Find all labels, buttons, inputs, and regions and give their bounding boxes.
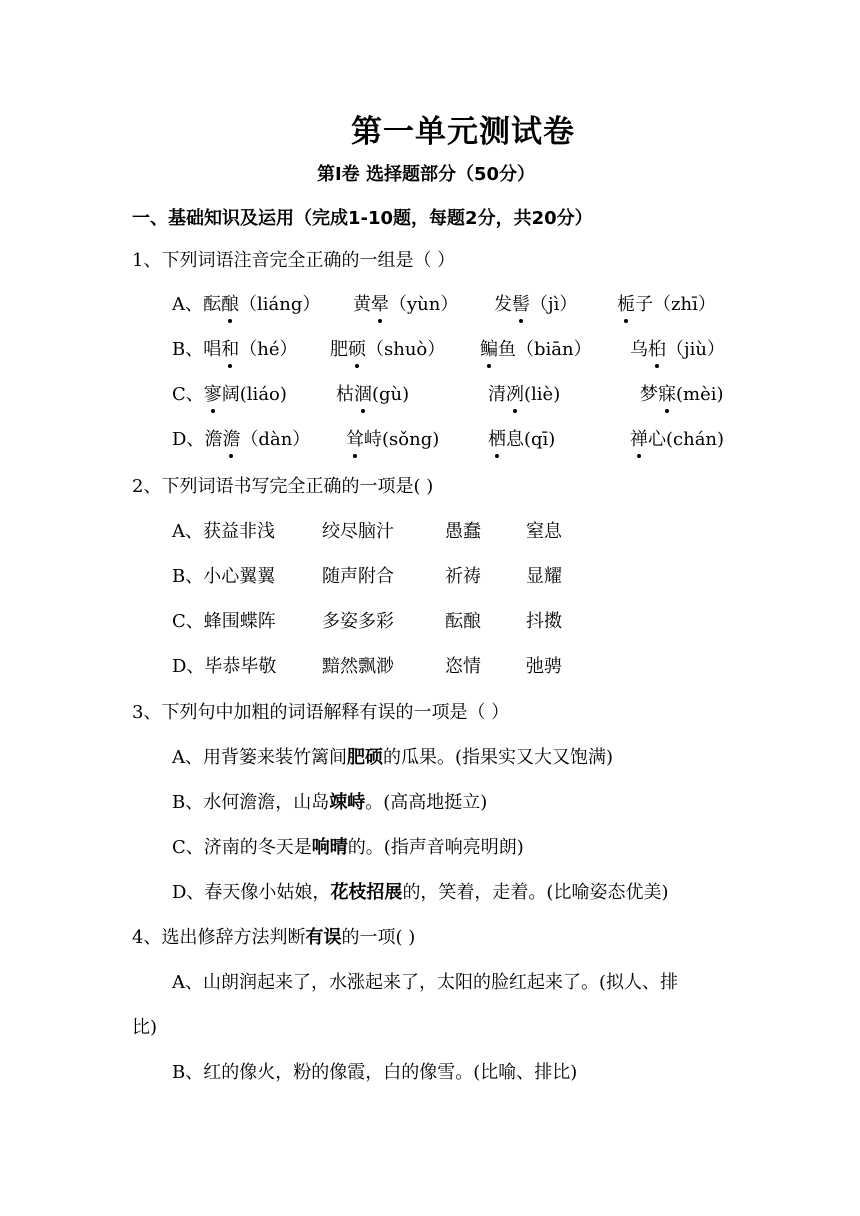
q1-c-item-4: 梦寐(mèi) [640,382,724,408]
q3-option-d: D、春天像小姑娘，花枝招展的，笑着，走着。(比喻姿态优美) [172,882,669,903]
q1-b-item-3: 鳊鱼（biān） [480,337,592,363]
q2-d-word-4: 弛骋 [526,656,562,677]
q2-b-word-4: 显耀 [526,566,562,587]
q4-option-a: A、山朗润起来了，水涨起来了，太阳的脸红起来了。(拟人、排 [172,972,679,993]
question-3-stem: 3、下列句中加粗的词语解释有误的一项是（ ） [132,702,510,723]
question-2-stem: 2、下列词语书写完全正确的一项是( ) [132,476,434,497]
q2-a-word-1: A、获益非浅 [172,521,275,542]
q2-b-word-3: 祈祷 [445,566,481,587]
q4-option-a-continued: 比) [132,1017,158,1038]
q3-option-c: C、济南的冬天是响晴的。(指声音响亮明朗) [172,837,524,858]
q2-d-word-2: 黯然飘渺 [322,656,394,677]
q2-a-word-3: 愚蠢 [445,521,481,542]
q2-b-word-1: B、小心翼翼 [172,566,276,587]
q1-a-item-4: 栀子（zhī） [617,292,716,318]
q1-d-item-1: D、澹澹（dàn） [172,427,310,453]
q1-d-item-3: 栖息(qī) [488,427,555,453]
q1-c-item-3: 清冽(liè) [488,382,560,408]
section-subtitle: 第Ⅰ卷 选择题部分（50分） [316,164,535,185]
q2-a-word-4: 窒息 [526,521,562,542]
q2-a-word-2: 绞尽脑汁 [322,521,394,542]
question-4-stem: 4、选出修辞方法判断有误的一项( ) [132,927,416,948]
q1-c-item-2: 枯涸(gù) [336,382,409,408]
q1-b-item-2: 肥硕（shuò） [330,337,445,363]
q1-d-item-2: 耸峙(sǒng) [346,427,439,453]
q2-b-word-2: 随声附合 [322,566,394,587]
q1-a-item-2: 黄晕（yùn） [353,292,458,318]
q2-c-word-2: 多姿多彩 [322,611,394,632]
q2-d-word-1: D、毕恭毕敬 [172,656,277,677]
q1-c-item-1: C、寥阔(liáo) [172,382,287,408]
question-1-stem: 1、下列词语注音完全正确的一组是（ ） [132,250,456,271]
page-title: 第一单元测试卷 [351,114,575,150]
q1-b-item-1: B、唱和（hé） [172,337,297,363]
q2-c-word-3: 酝酿 [445,611,481,632]
q1-d-item-4: 禅心(chán) [630,427,724,453]
q1-b-item-4: 乌桕（jiù） [630,337,725,363]
q2-d-word-3: 恣情 [445,656,481,677]
q3-option-b: B、水何澹澹，山岛竦峙。(高高地挺立) [172,792,488,813]
q4-option-b: B、红的像火，粉的像霞，白的像雪。(比喻、排比) [172,1062,578,1083]
q2-c-word-1: C、蜂围蝶阵 [172,611,276,632]
q3-option-a: A、用背篓来装竹篱间肥硕的瓜果。(指果实又大又饱满) [172,747,614,768]
q1-a-item-3: 发髻（jì） [494,292,577,318]
q2-c-word-4: 抖擞 [526,611,562,632]
section-heading: 一、基础知识及运用（完成1-10题，每题2分，共20分） [132,208,593,229]
q1-a-item-1: A、酝酿（liáng） [172,292,320,318]
